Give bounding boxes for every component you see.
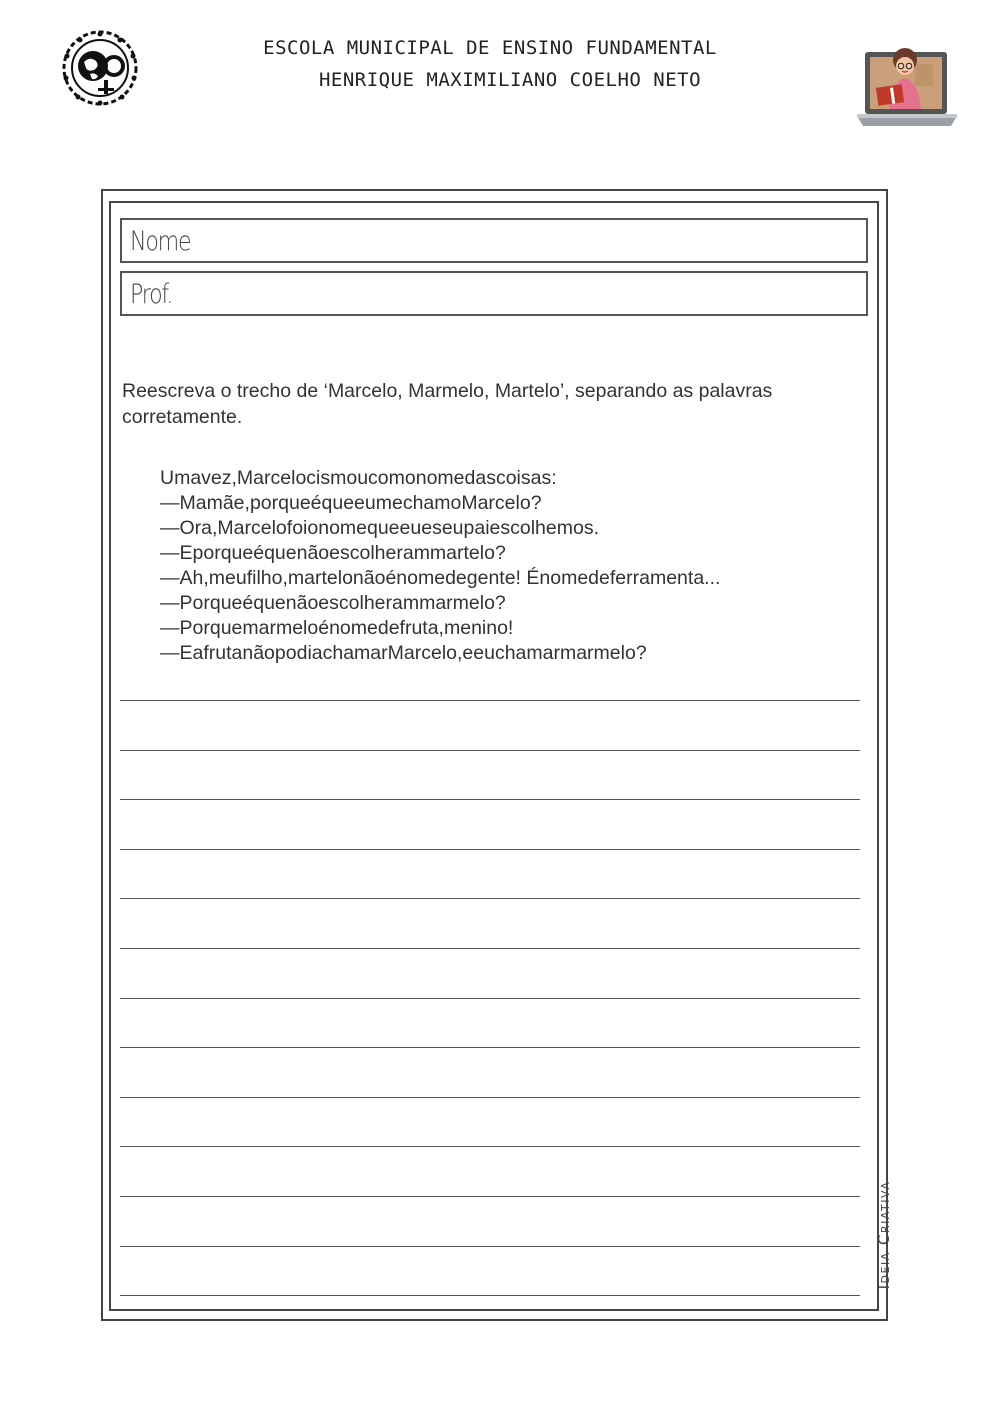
school-logo [60, 28, 140, 108]
passage-line: —Ora,Marcelofoionomequeeueseupaiescolhemos. [160, 517, 599, 539]
prof-field[interactable] [120, 271, 868, 316]
answer-lines-area[interactable] [120, 700, 860, 1300]
exercise-instruction: Reescreva o trecho de ‘Marcelo, Marmelo, Martelo’, separando as palavras corretamente. [122, 380, 773, 428]
answer-line[interactable] [120, 849, 860, 850]
answer-line[interactable] [120, 1196, 860, 1197]
name-field[interactable] [120, 218, 868, 263]
passage-line: Umavez,Marcelocismoucomonomedascoisas: [160, 467, 557, 489]
passage-line: —Porquemarmeloénomedefruta,menino! [160, 617, 514, 639]
answer-line[interactable] [120, 700, 860, 701]
answer-line[interactable] [120, 1146, 860, 1147]
answer-line[interactable] [120, 998, 860, 999]
teacher-laptop-illustration [855, 38, 959, 130]
school-header [200, 32, 780, 96]
answer-line[interactable] [120, 1295, 860, 1296]
answer-line[interactable] [120, 1047, 860, 1048]
watermark [874, 1160, 894, 1310]
answer-line[interactable] [120, 750, 860, 751]
prof-field-label: Prof. [130, 279, 173, 310]
watermark-text: Ideia Criativa [875, 1180, 893, 1290]
passage-line: —EafrutanãopodiachamarMarcelo,eeuchamarmarmelo? [160, 642, 647, 664]
answer-line[interactable] [120, 948, 860, 949]
name-field-label: Nome [130, 226, 191, 257]
school-name-line-1: ESCOLA MUNICIPAL DE ENSINO FUNDAMENTAL [263, 37, 717, 59]
passage-line: —Ah,meufilho,martelonãoénomedegente! Énomedeferramenta... [160, 567, 721, 589]
exercise-passage [160, 466, 860, 666]
passage-line: —Eporqueéquenãoescolherammartelo? [160, 542, 506, 564]
answer-line[interactable] [120, 1246, 860, 1247]
answer-line[interactable] [120, 1097, 860, 1098]
passage-line: —Porqueéquenãoescolherammarmelo? [160, 592, 506, 614]
answer-line[interactable] [120, 898, 860, 899]
passage-line: —Mamãe,porqueéqueeumechamoMarcelo? [160, 492, 542, 514]
answer-line[interactable] [120, 799, 860, 800]
school-name-line-2: HENRIQUE MAXIMILIANO COELHO NETO [318, 69, 702, 91]
